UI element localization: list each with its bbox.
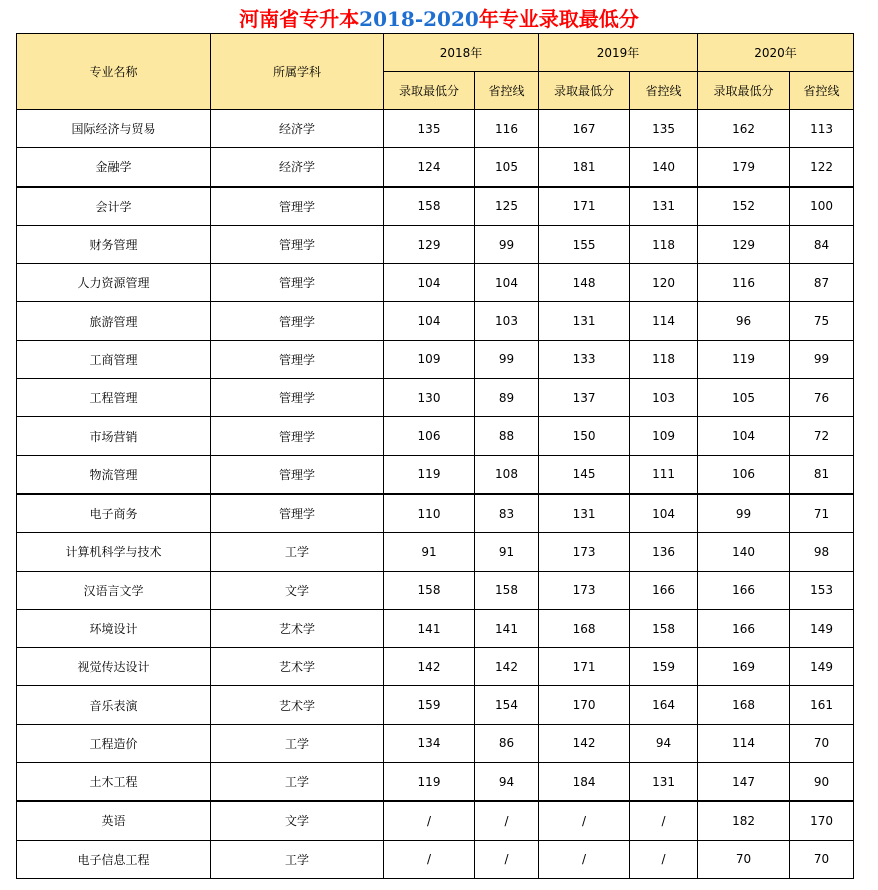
cell-2018-min: 134 [384,724,475,762]
cell-2020-control: 122 [790,148,854,187]
score-table [16,33,854,879]
cell-2018-min: 130 [384,379,475,417]
cell-2018-control: 91 [475,533,539,571]
title-years: 2018-2020 [359,7,479,31]
cell-2018-min: 141 [384,609,475,647]
header-min-score: 录取最低分 [698,72,790,110]
cell-2018-control: 142 [475,648,539,686]
cell-2018-control: 125 [475,187,539,226]
cell-2020-control: 161 [790,686,854,724]
cell-2020-min: 70 [698,840,790,878]
cell-2019-min: 155 [539,225,630,263]
cell-2018-control: 86 [475,724,539,762]
cell-2018-control: 105 [475,148,539,187]
cell-major: 电子信息工程 [17,840,211,878]
cell-discipline: 管理学 [211,187,384,226]
cell-2020-control: 76 [790,379,854,417]
cell-major: 旅游管理 [17,302,211,340]
table-row [17,533,854,571]
cell-2019-min: 131 [539,302,630,340]
table-row [17,648,854,686]
cell-2018-min: / [384,801,475,840]
cell-major: 电子商务 [17,494,211,533]
cell-2019-control: / [630,801,698,840]
cell-2020-min: 104 [698,417,790,455]
table-row [17,379,854,417]
page-title [0,6,878,32]
cell-2019-control: / [630,840,698,878]
cell-2019-min: 170 [539,686,630,724]
cell-2018-min: 124 [384,148,475,187]
cell-2020-control: 81 [790,455,854,494]
cell-2019-control: 118 [630,225,698,263]
cell-2019-control: 118 [630,340,698,378]
cell-2020-min: 96 [698,302,790,340]
cell-2019-control: 131 [630,763,698,802]
cell-major: 金融学 [17,148,211,187]
cell-2018-min: 158 [384,571,475,609]
table-row [17,417,854,455]
cell-2020-min: 168 [698,686,790,724]
cell-2019-control: 136 [630,533,698,571]
cell-discipline: 管理学 [211,455,384,494]
cell-2018-control: 83 [475,494,539,533]
cell-major: 英语 [17,801,211,840]
cell-2019-min: 148 [539,264,630,302]
header-min-score: 录取最低分 [539,72,630,110]
cell-discipline: 经济学 [211,148,384,187]
table-row [17,494,854,533]
cell-2020-min: 179 [698,148,790,187]
header-year-2018: 2018年 [384,34,539,72]
cell-discipline: 工学 [211,763,384,802]
cell-2018-min: 91 [384,533,475,571]
cell-discipline: 艺术学 [211,686,384,724]
cell-2019-control: 103 [630,379,698,417]
cell-2018-control: / [475,801,539,840]
header-year-2020: 2020年 [698,34,854,72]
cell-2020-control: 70 [790,724,854,762]
table-row [17,110,854,148]
cell-major: 会计学 [17,187,211,226]
cell-2018-min: / [384,840,475,878]
cell-2019-min: 184 [539,763,630,802]
cell-major: 国际经济与贸易 [17,110,211,148]
cell-discipline: 经济学 [211,110,384,148]
cell-2019-min: 171 [539,648,630,686]
cell-2018-min: 119 [384,763,475,802]
cell-2019-min: 137 [539,379,630,417]
cell-2020-min: 99 [698,494,790,533]
cell-discipline: 工学 [211,724,384,762]
cell-2018-control: 89 [475,379,539,417]
table-row [17,801,854,840]
cell-2020-control: 170 [790,801,854,840]
cell-major: 计算机科学与技术 [17,533,211,571]
cell-2019-control: 164 [630,686,698,724]
cell-2019-control: 159 [630,648,698,686]
cell-2019-min: 168 [539,609,630,647]
cell-2019-min: / [539,840,630,878]
cell-2019-control: 114 [630,302,698,340]
cell-2020-min: 116 [698,264,790,302]
cell-2020-min: 105 [698,379,790,417]
cell-2020-control: 71 [790,494,854,533]
cell-2019-min: 145 [539,455,630,494]
cell-2019-control: 131 [630,187,698,226]
cell-2018-min: 135 [384,110,475,148]
table-row [17,340,854,378]
cell-2018-min: 110 [384,494,475,533]
cell-major: 音乐表演 [17,686,211,724]
header-control-line: 省控线 [790,72,854,110]
cell-2018-control: / [475,840,539,878]
cell-2018-min: 104 [384,302,475,340]
cell-discipline: 工学 [211,533,384,571]
cell-2020-min: 152 [698,187,790,226]
table-row [17,763,854,802]
cell-2018-min: 142 [384,648,475,686]
cell-2018-control: 141 [475,609,539,647]
header-control-line: 省控线 [475,72,539,110]
cell-2018-control: 99 [475,340,539,378]
cell-discipline: 管理学 [211,379,384,417]
cell-discipline: 管理学 [211,225,384,263]
table-row [17,225,854,263]
cell-2020-min: 114 [698,724,790,762]
cell-2020-control: 153 [790,571,854,609]
title-suffix: 年专业录取最低分 [478,7,639,31]
cell-2018-control: 116 [475,110,539,148]
cell-major: 汉语言文学 [17,571,211,609]
cell-2020-control: 113 [790,110,854,148]
cell-2019-control: 109 [630,417,698,455]
cell-2019-min: 142 [539,724,630,762]
header-year-2019: 2019年 [539,34,698,72]
cell-discipline: 管理学 [211,340,384,378]
cell-discipline: 文学 [211,571,384,609]
cell-2019-min: 133 [539,340,630,378]
cell-2019-min: 167 [539,110,630,148]
cell-2019-min: 171 [539,187,630,226]
cell-2020-min: 182 [698,801,790,840]
cell-2020-control: 87 [790,264,854,302]
cell-2020-min: 119 [698,340,790,378]
cell-discipline: 管理学 [211,417,384,455]
cell-2019-control: 94 [630,724,698,762]
table-row [17,571,854,609]
cell-discipline: 管理学 [211,494,384,533]
cell-2018-min: 106 [384,417,475,455]
cell-2019-control: 120 [630,264,698,302]
cell-2018-control: 154 [475,686,539,724]
cell-2018-control: 88 [475,417,539,455]
cell-2020-min: 129 [698,225,790,263]
cell-2018-min: 129 [384,225,475,263]
cell-2020-min: 169 [698,648,790,686]
cell-2018-control: 104 [475,264,539,302]
cell-2020-control: 84 [790,225,854,263]
cell-2020-min: 166 [698,609,790,647]
cell-2020-control: 75 [790,302,854,340]
cell-2020-min: 140 [698,533,790,571]
cell-discipline: 管理学 [211,302,384,340]
cell-major: 土木工程 [17,763,211,802]
cell-2019-control: 140 [630,148,698,187]
cell-2020-min: 162 [698,110,790,148]
cell-2019-min: 150 [539,417,630,455]
cell-major: 物流管理 [17,455,211,494]
cell-2018-min: 119 [384,455,475,494]
cell-2018-control: 103 [475,302,539,340]
cell-2018-control: 99 [475,225,539,263]
table-row [17,840,854,878]
cell-2019-control: 104 [630,494,698,533]
table-row [17,187,854,226]
cell-discipline: 工学 [211,840,384,878]
cell-major: 市场营销 [17,417,211,455]
cell-2019-control: 158 [630,609,698,647]
table-row [17,724,854,762]
header-control-line: 省控线 [630,72,698,110]
table-row [17,302,854,340]
cell-2019-control: 135 [630,110,698,148]
cell-major: 环境设计 [17,609,211,647]
cell-2020-min: 147 [698,763,790,802]
table-body [17,110,854,879]
cell-2019-min: 173 [539,533,630,571]
table-row [17,609,854,647]
cell-2018-min: 159 [384,686,475,724]
cell-discipline: 艺术学 [211,648,384,686]
cell-discipline: 文学 [211,801,384,840]
cell-2020-control: 149 [790,648,854,686]
cell-2019-control: 111 [630,455,698,494]
header-major: 专业名称 [17,34,211,110]
cell-major: 财务管理 [17,225,211,263]
cell-discipline: 艺术学 [211,609,384,647]
cell-2018-min: 158 [384,187,475,226]
header-min-score: 录取最低分 [384,72,475,110]
table-row [17,455,854,494]
cell-2019-min: / [539,801,630,840]
cell-2019-min: 131 [539,494,630,533]
cell-2019-min: 181 [539,148,630,187]
cell-major: 工程管理 [17,379,211,417]
cell-2020-control: 149 [790,609,854,647]
cell-major: 视觉传达设计 [17,648,211,686]
cell-2020-min: 106 [698,455,790,494]
table-row [17,686,854,724]
cell-2019-min: 173 [539,571,630,609]
cell-2020-control: 98 [790,533,854,571]
cell-2020-control: 99 [790,340,854,378]
cell-discipline: 管理学 [211,264,384,302]
cell-2020-control: 100 [790,187,854,226]
cell-major: 工商管理 [17,340,211,378]
cell-2018-min: 104 [384,264,475,302]
cell-2020-min: 166 [698,571,790,609]
cell-2018-control: 108 [475,455,539,494]
cell-major: 人力资源管理 [17,264,211,302]
table-row [17,148,854,187]
table-row [17,264,854,302]
cell-2020-control: 70 [790,840,854,878]
title-prefix: 河南省专升本 [239,7,360,31]
cell-2018-control: 158 [475,571,539,609]
cell-major: 工程造价 [17,724,211,762]
cell-2020-control: 90 [790,763,854,802]
cell-2019-control: 166 [630,571,698,609]
cell-2018-control: 94 [475,763,539,802]
cell-2020-control: 72 [790,417,854,455]
cell-2018-min: 109 [384,340,475,378]
header-discipline: 所属学科 [211,34,384,110]
